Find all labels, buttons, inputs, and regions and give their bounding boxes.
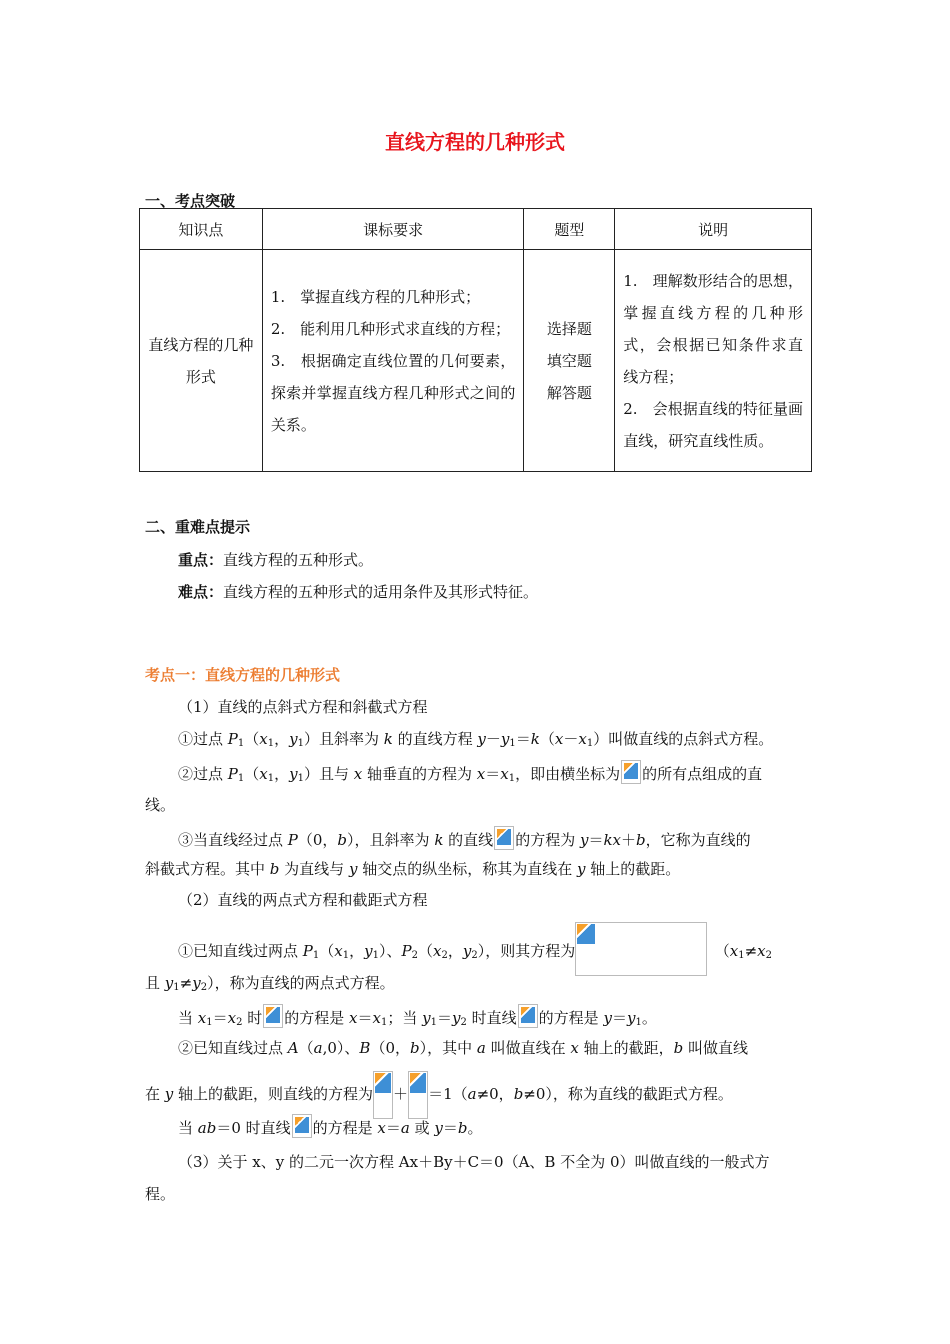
cell-knowledge: 直线方程的几种形式 [140,250,263,472]
vertical-line-text-cont: 线。 [145,796,176,814]
header-type: 题型 [524,209,615,250]
difficult-point-text: 直线方程的五种形式的适用条件及其形式特征。 [223,583,539,601]
broken-image-icon [408,1071,428,1119]
note-item: 1. 理解数形结合的思想，掌握直线方程的几种形式，会根据已知条件求直线方程； [623,271,803,386]
broken-image-icon [263,1004,283,1028]
note-item: 2. 会根据直线的特征量画直线，研究直线性质。 [623,399,803,450]
intercept-special-text: 当 ab＝0 时直线 的方程是 x＝a 或 y＝b。 [178,1114,840,1138]
table-row [140,250,812,472]
broken-image-icon [373,1071,393,1119]
broken-image-icon [621,760,641,784]
slope-intercept-text-cont: 斜截式方程。其中 b 为直线与 y 轴交点的纵坐标，称其为直线在 y 轴上的截距。 [145,860,681,878]
header-requirements: 课标要求 [262,209,524,250]
slope-intercept-text: ③当直线经过点 P（0，b），且斜率为 k 的直线 的方程为 y＝kx＋b，它称为直线的 [178,826,840,850]
topic-heading: 考点一：直线方程的几种形式 [145,666,341,684]
difficult-point-label: 难点： [178,583,224,601]
type-item: 解答题 [546,383,592,402]
section-heading-1: 一、考点突破 [145,192,236,210]
key-point-label: 重点： [178,551,224,569]
intercept-text-cont: 在 y 轴上的截距，则直线的方程为 ＋ ＝1（a≠0，b≠0），称为直线的截距式方程。 [145,1071,807,1119]
two-point-text-cont: 且 $y_1\ne y_2$），称为直线的两点式方程。 [145,974,395,993]
page-title: 直线方程的几种形式 [385,130,565,154]
two-point-text: ①已知直线过两点 $P_1(x_1$，$y_1$）、$P_2(x_2$，$y_2$），则其方程为 （$x_1\ne x_2$ [178,922,840,976]
header-notes: 说明 [615,209,812,250]
cell-notes [615,250,812,472]
broken-image-icon [292,1114,312,1138]
requirements-table [139,208,812,472]
requirement-item: 2. 能利用几种形式求直线的方程； [270,319,511,338]
table-header-row [140,209,812,250]
cell-types [524,250,615,472]
section-heading-2: 二、重难点提示 [145,518,251,536]
vertical-line-text: ②过点 $P_1(x_1$，$y_1$）且与 x 轴垂直的方程为 $x=x_1$，即由横坐标为 的所有点组成的直 [178,760,840,784]
header-knowledge: 知识点 [140,209,263,250]
key-point-text: 直线方程的五种形式。 [223,551,374,569]
two-point-special-text: 当 $x_1=x_2$ 时 的方程是 $x=x_1$；当 $y_1=y_2$ 时直线 的方程是 $y=y_1$。 [178,1004,840,1028]
broken-image-icon [575,922,707,976]
requirement-item: 3. 根据确定直线位置的几何要素，探索并掌握直线方程几种形式之间的关系。 [270,351,516,434]
requirement-item: 1. 掌握直线方程的几种形式； [270,287,481,306]
difficult-point-line [178,581,840,602]
paragraph-2: （2）直线的两点式方程和截距式方程 [178,891,428,909]
point-slope-line: ①过点 $P_1(x_1$，$y_1$）且斜率为 k 的直线方程 $y-y_1=k(x-x_1)$叫做直线的点斜式方程。 [178,730,774,749]
type-item: 填空题 [546,351,592,370]
paragraph-1: （1）直线的点斜式方程和斜截式方程 [178,698,428,716]
general-form-text: （3）关于 x、y 的二元一次方程 Ax＋By＋C＝0（A、B 不全为 0）叫做直线的一般式方 [178,1153,770,1171]
general-form-text-cont: 程。 [145,1185,176,1203]
key-point-line [178,549,840,570]
broken-image-icon [518,1004,538,1028]
intercept-text: ②已知直线过点 A（a,0）、B（0，b），其中 a 叫做直线在 x 轴上的截距，b 叫做直线 [178,1039,749,1057]
broken-image-icon [494,826,514,850]
cell-requirements [262,250,524,472]
type-item: 选择题 [546,319,592,338]
